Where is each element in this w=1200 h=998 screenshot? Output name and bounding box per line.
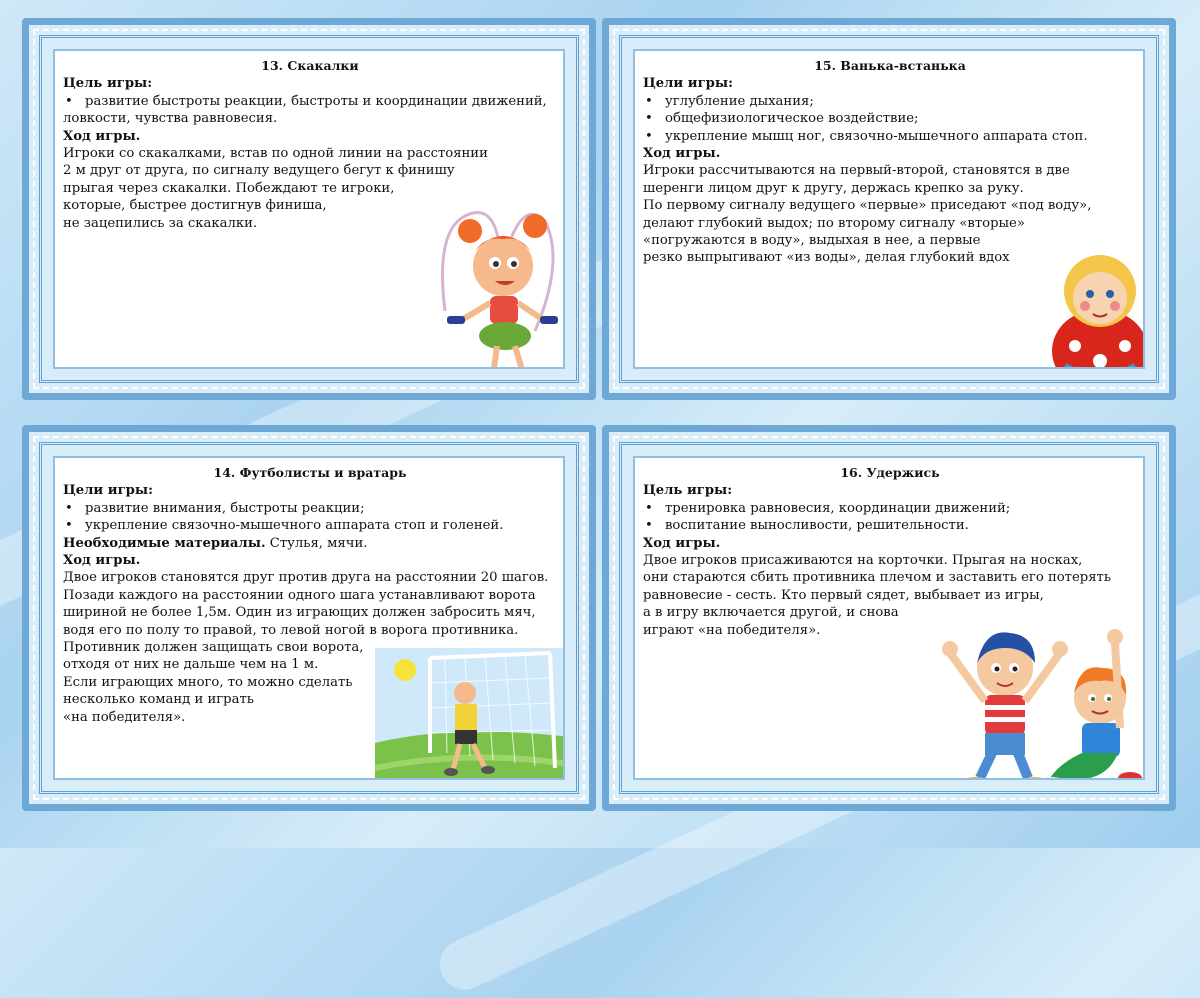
card-title: 15. Ванька-встанька (814, 58, 966, 73)
card-title: 16. Удержись (840, 465, 940, 480)
card-content-area (55, 458, 563, 778)
course-heading: Ход игры. (643, 535, 721, 551)
game-card-13 (22, 18, 596, 400)
game-card-16 (602, 425, 1176, 811)
goal-heading: Цели игры: (643, 76, 733, 92)
roly-poly-doll-illustration (1045, 246, 1143, 367)
goalkeeper-illustration (375, 648, 563, 778)
card-title: 13. Скакалки (261, 58, 359, 73)
goal-item: • тренировка равновесия, координации движений; (643, 500, 1137, 517)
two-boys-illustration (940, 613, 1143, 778)
goal-heading: Цель игры: (643, 483, 733, 499)
goal-heading: Цели игры: (63, 483, 153, 499)
jump-rope-girl-illustration (425, 191, 563, 367)
course-text: Двое игроков присаживаются на корточки. Прыгая на носках, они стараются сбить противника плечом и заставить его потерять равновесие - сесть. Кто первый сядет, выбывает из игры, а в игру включается другой, и снова играют «на победителя». (643, 553, 1112, 638)
goal-item: • укрепление связочно-мышечного аппарата стоп и голеней. (63, 517, 557, 534)
course-heading: Ход игры. (63, 128, 141, 144)
materials-text: Стулья, мячи. (265, 535, 368, 551)
goal-heading: Цель игры: (63, 76, 153, 92)
course-text: Игроки рассчитываются на первый-второй, становятся в две шеренги лицом друг к другу, держась крепко за руку. По первому сигналу ведущего «первые» приседают «под воду», делают глубокий выдох; по второму сигналу «вторые» «погружаются в воду», выдыхая в нее, а первые резко выпрыгивают «из воды», делая глубокий вдох (643, 163, 1092, 266)
card-content-area (635, 51, 1143, 367)
game-card-14 (22, 425, 596, 811)
course-text: Двое игроков становятся друг против друга на расстоянии 20 шагов. Позади каждого на расстоянии одного шага устанавливают ворота шириной не более 1,5м. Один из играющих должен забросить мяч, водя его по полу то правой, то левой ногой в ворога противника. Противник должен защищать свои ворота, отходя от них не дальше чем на 1 м. Если играющих много, то можно сделать несколько команд и играть «на победителя». (63, 570, 549, 725)
card-content-area (635, 458, 1143, 778)
course-text: Игроки со скакалками, встав по одной линии на расстоянии 2 м друг от друга, по сигналу ведущего бегут к финишу прыгая через скакалки. Побеждают те игроки, которые, быстрее достигнув финиша, не зацепились за скакалки. (63, 146, 488, 231)
course-heading: Ход игры. (63, 553, 141, 569)
goal-item: • воспитание выносливости, решительности. (643, 517, 1137, 534)
goal-item: • углубление дыхания; (643, 93, 1137, 110)
materials-heading: Необходимые материалы. (63, 535, 266, 551)
goal-item: • укрепление мышц ног, связочно-мышечного аппарата стоп. (643, 128, 1137, 145)
game-card-15 (602, 18, 1176, 400)
card-title: 14. Футболисты и вратарь (213, 465, 407, 480)
goal-item: • общефизиологическое воздействие; (643, 110, 1137, 127)
goal-item: • развитие быстроты реакции, быстроты и координации движений, (63, 93, 557, 110)
course-heading: Ход игры. (643, 146, 721, 162)
goal-item: • развитие внимания, быстроты реакции; (63, 500, 557, 517)
card-content-area (55, 51, 563, 367)
goal-item-continuation: ловкости, чувства равновесия. (63, 111, 278, 127)
